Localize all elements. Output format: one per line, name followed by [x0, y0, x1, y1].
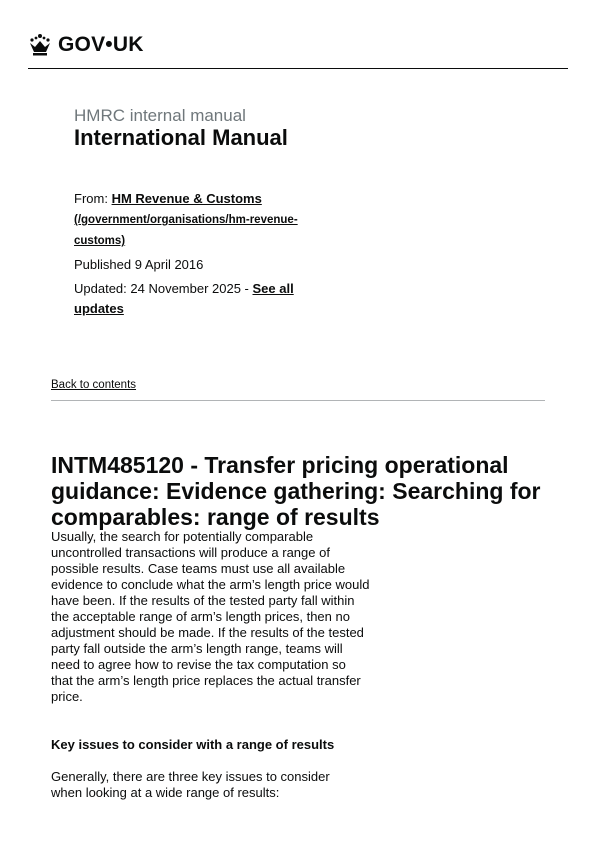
site-header [28, 30, 568, 69]
from-prefix: From: [74, 191, 112, 206]
updated-line [74, 279, 334, 319]
body-paragraph-2: Generally, there are three key issues to consider when looking at a wide range of results: [51, 769, 330, 800]
body-paragraph: Usually, the search for potentially comparable uncontrolled transactions will produce a range of possible results. Case teams must use all available evidence to conclude what the arm’s length price would have been. If the results of the tested party fall within the acceptable range of arm’s length prices, then no adjustment should be made. If the results of the tested party fall outside the arm’s length range, teams will need to agree how to revise the tax computation so that the arm’s length price replaces the actual transfer price. [51, 529, 370, 704]
divider [51, 400, 545, 401]
published-date: Published 9 April 2016 [74, 257, 204, 272]
back-to-contents-link[interactable]: Back to contents [51, 379, 137, 391]
section-heading: Key issues to consider with a range of results [51, 737, 335, 752]
govuk-logo[interactable] [28, 30, 568, 60]
organisation-link[interactable]: HM Revenue & Customs [111, 191, 262, 206]
see-all-updates-link[interactable]: See all updates [74, 281, 294, 316]
manual-title: International Manual [74, 125, 288, 150]
logo-text: GOV•UK [58, 33, 144, 56]
from-line [74, 189, 334, 251]
updated-date: Updated: 24 November 2025 - [74, 281, 253, 296]
organisation-path-link[interactable]: (/government/organisations/hm-revenue-customs) [74, 214, 298, 247]
page-title: INTM485120 - Transfer pricing operational guidance: Evidence gathering: Searching for comparables: range of results [51, 452, 541, 530]
manual-label: HMRC internal manual [74, 106, 246, 125]
metadata [74, 189, 334, 319]
crown-icon [28, 33, 52, 57]
